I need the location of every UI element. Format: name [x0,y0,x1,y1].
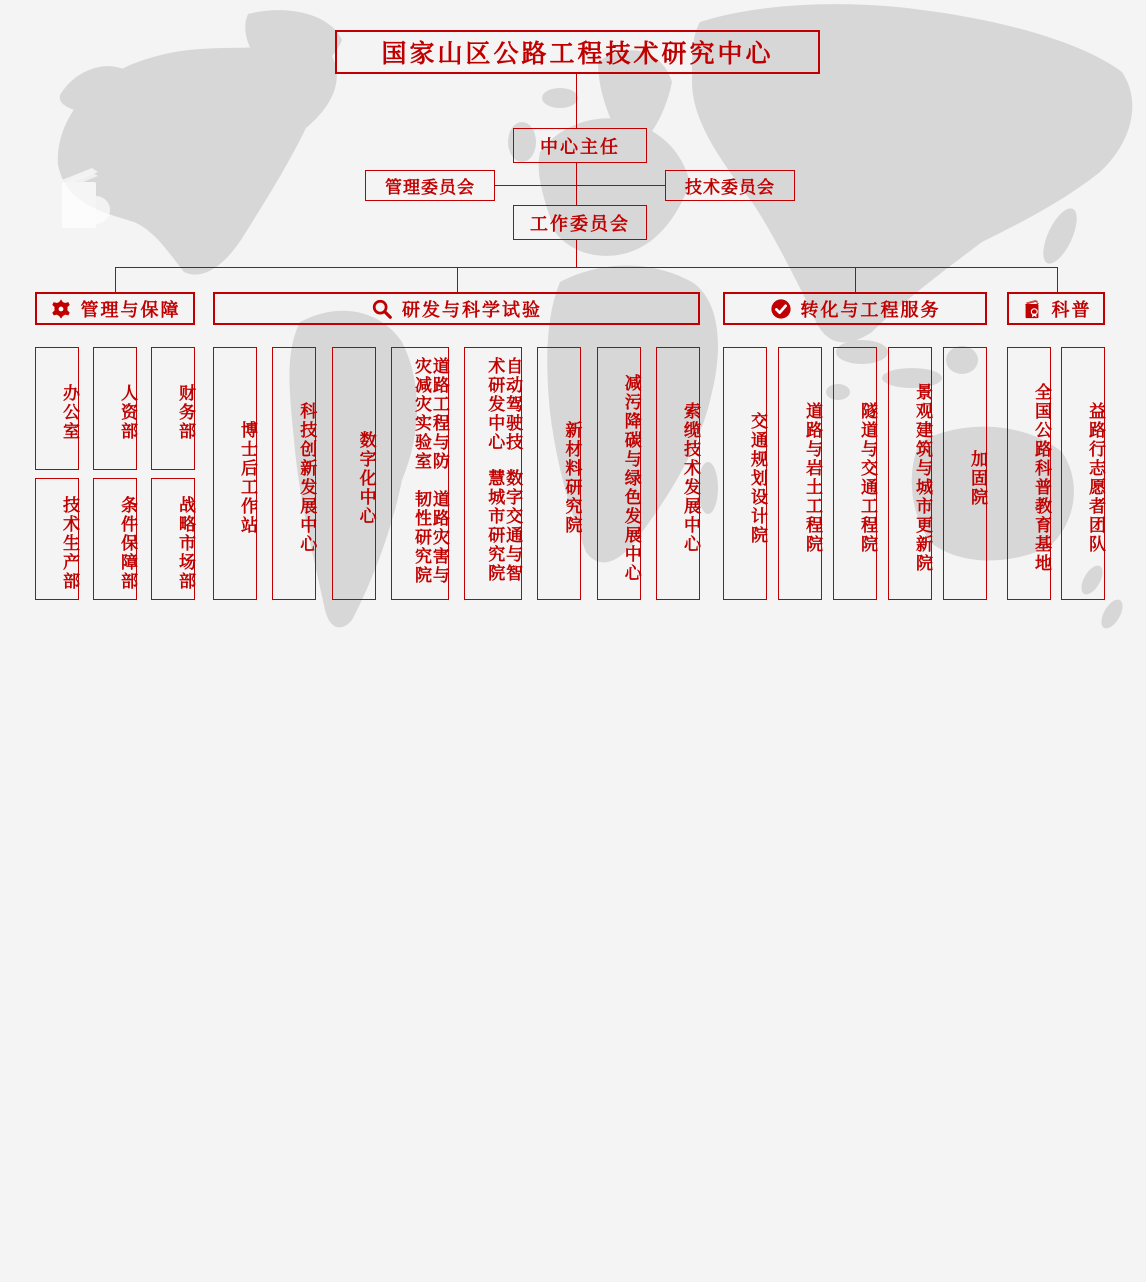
org-unit-box [391,347,449,600]
group-label: 研发与科学试验 [402,299,542,320]
org-unit-box [151,478,195,601]
connector-drop-group-2 [457,267,458,292]
org-unit-box [833,347,877,600]
org-unit-box [93,347,137,470]
org-unit-box [537,347,581,600]
director-label: 中心主任 [540,136,620,157]
org-unit-label: 人资部 [118,384,137,442]
group-children [213,347,700,600]
org-unit-label: 景观建筑与城市更新院 [913,383,932,573]
org-unit-box [464,347,522,600]
connector-drop-group-4 [1057,267,1058,292]
connector-director-work [576,163,577,205]
children-row [1007,347,1105,600]
org-unit-box [1061,347,1105,600]
org-unit-label: 隧道与交通工程院 [858,402,877,554]
org-unit-label: 交通规划设计院 [748,411,767,545]
org-unit-box [272,347,316,600]
connector-drop-group-1 [115,267,116,292]
org-unit-box [943,347,987,600]
org-unit-box [93,478,137,601]
group-transformation-engineering-service [723,292,987,600]
connector-distributor [115,267,1058,268]
org-unit-label: 自动驾驶技术研发中心 [485,357,523,452]
node-work-committee [513,205,647,240]
org-unit-box [656,347,700,600]
org-unit-label: 战略市场部 [176,495,195,591]
org-unit-box [597,347,641,600]
org-unit-box [723,347,767,600]
page-title [335,30,820,74]
org-unit-label: 办公室 [60,384,79,442]
org-unit-label: 条件保障部 [118,495,137,591]
group-children [35,347,195,600]
work-committee-label: 工作委员会 [530,213,630,234]
gear-icon [50,298,72,320]
connector-work-distributor [576,240,577,268]
connector-drop-group-3 [855,267,856,292]
org-unit-label: 道路灾害与韧性研究院 [412,490,449,586]
check-circle-icon [770,298,792,320]
org-unit-label: 道路工程与防灾减灾实验室 [412,357,449,471]
org-unit-label: 新材料研究院 [562,421,582,535]
org-unit-box [332,347,376,600]
management-committee-label: 管理委员会 [385,178,475,197]
magnifier-icon [371,298,393,320]
org-unit-box [151,347,195,470]
children-row [35,347,195,470]
group-children [723,347,987,600]
org-unit-label: 索缆技术发展中心 [680,402,700,554]
connector-committees [495,185,665,186]
org-unit-box [35,347,79,470]
node-management-committee [365,170,495,201]
children-row [213,347,700,600]
title-label: 国家山区公路工程技术研究中心 [381,40,774,68]
group-science-popularization [1007,292,1105,600]
group-label: 转化与工程服务 [800,299,941,320]
node-center-director [513,128,647,163]
children-row [723,347,987,600]
org-unit-label: 财务部 [176,384,195,442]
org-unit-box [35,478,79,601]
connector-title-director [576,74,577,128]
group-header-science-popularization [1007,292,1105,325]
technical-committee-label: 技术委员会 [685,178,775,197]
org-unit-box [778,347,822,600]
node-technical-committee [665,170,795,201]
group-rd-scientific-test [213,292,700,600]
org-unit-label: 数字交通与智慧城市研究院 [485,468,523,583]
group-label: 科普 [1051,299,1092,320]
group-label: 管理与保障 [80,299,181,320]
group-header-transformation-engineering-service [723,292,987,325]
org-unit-label: 科技创新发展中心 [297,402,317,554]
group-header-management-support [35,292,195,325]
org-unit-label: 益路行志愿者团队 [1086,402,1105,554]
book-icon [1021,298,1043,320]
org-unit-label: 全国公路科普教育基地 [1032,383,1051,573]
org-unit-label: 道路与岩土工程院 [803,402,822,554]
org-unit-label: 减污降碳与绿色发展中心 [621,373,641,583]
org-unit-label: 博士后工作站 [238,421,257,535]
org-unit-box [888,347,932,600]
org-unit-box [1007,347,1051,600]
book-logo-watermark [48,158,118,233]
group-management-support [35,292,195,600]
children-row [35,478,195,601]
group-header-rd-scientific-test [213,292,700,325]
org-unit-label: 加固院 [968,449,987,507]
group-children [1007,347,1105,600]
org-unit-label: 数字化中心 [356,430,376,526]
org-unit-box [213,347,257,600]
org-unit-label: 技术生产部 [60,495,79,591]
